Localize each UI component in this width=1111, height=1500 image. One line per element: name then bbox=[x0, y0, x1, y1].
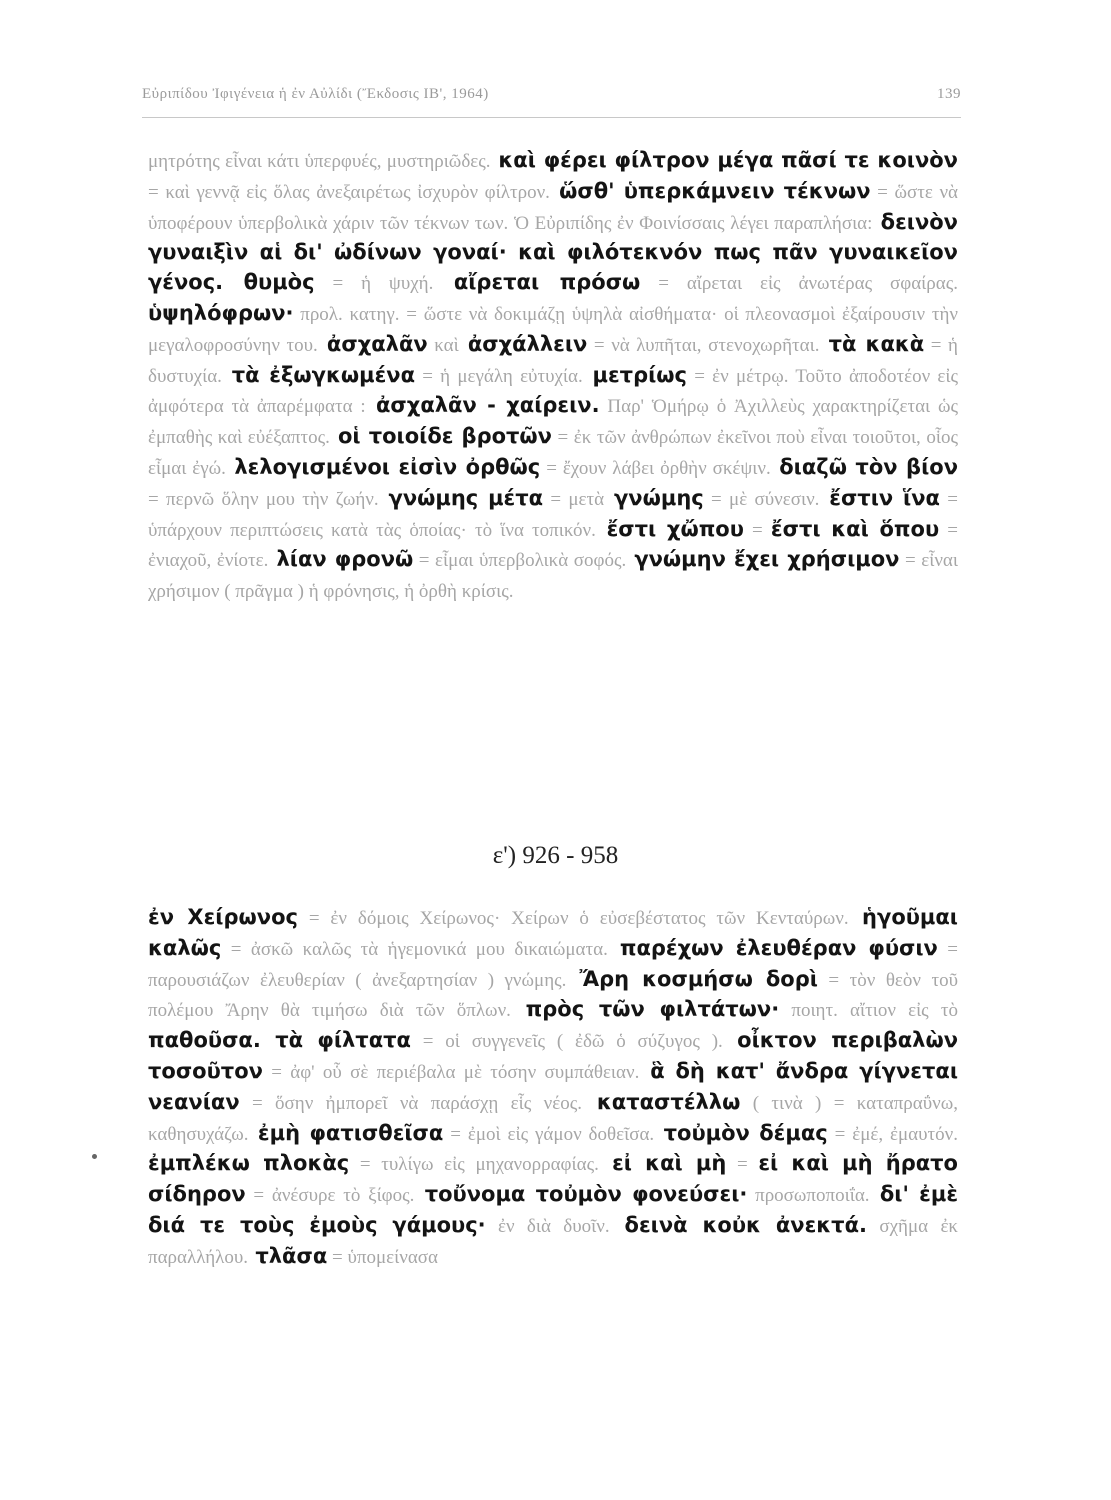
lemma-text: τὰ κακὰ bbox=[819, 331, 925, 356]
gloss-text: = ἡ δυστυχία. bbox=[148, 334, 958, 387]
lemma-text: ἀσχάλλειν bbox=[458, 331, 588, 356]
gloss-text: = ἐν δόμοις Χείρωνος· Χείρων ὁ εὐσεβέστατος τῶν Κενταύρων. bbox=[297, 908, 849, 929]
lemma-text: καταστέλλω bbox=[581, 1089, 741, 1114]
gloss-text: = ἀνέσυρε τὸ ξίφος. bbox=[245, 1185, 415, 1207]
lemma-text: ὥσθ' ὑπερκάμνειν τέκνων bbox=[549, 178, 871, 203]
lemma-text: δεινὰ κοὐκ ἀνεκτά. bbox=[609, 1212, 867, 1237]
lemma-text: ὑψηλόφρων· bbox=[148, 300, 294, 325]
lemma-text: γνώμης μέτα bbox=[378, 485, 544, 510]
lemma-text: γνώμης bbox=[604, 485, 704, 510]
gloss-text: μητρότης εἶναι κάτι ὑπερφυές, μυστηριῶδες. bbox=[148, 151, 491, 172]
gloss-text: = ὥστε νὰ ὑποφέρουν ὑπερβολικὰ χάριν τῶν τέκνων των. Ὁ Εὐριπίδης ἐν Φοινίσσαις λέγει παραπλήσια: bbox=[148, 181, 959, 234]
lemma-text: παρέχων ἐλευθέραν φύσιν bbox=[607, 935, 938, 960]
gloss-text: = ὅσην ἠμπορεῖ νὰ παράσχῃ εἷς νέος. bbox=[239, 1092, 582, 1114]
lemma-text: ἡγοῦμαι καλῶς bbox=[148, 905, 958, 960]
lemma-text: διαζῶ τὸν βίον bbox=[770, 454, 958, 479]
gloss-text: = ἐκ τῶν ἀνθρώπων ἐκεῖνοι ποὺ εἶναι τοιοῦτοι, οἷος εἶμαι ἐγώ. bbox=[148, 427, 958, 479]
lemma-text: εἰ καὶ μὴ bbox=[598, 1151, 727, 1176]
commentary-paragraph-2 bbox=[148, 903, 958, 1273]
gloss-text: = ἡ μεγάλη εὐτυχία. bbox=[415, 365, 583, 387]
lemma-text: ἃ δὴ κατ' ἄνδρα γίγνεται νεανίαν bbox=[148, 1058, 959, 1114]
gloss-text: ( τινὰ ) = καταπραΰνω, καθησυχάζω. bbox=[148, 1092, 958, 1145]
gloss-text: = ἐν μέτρῳ. Τοῦτο ἀποδοτέον εἰς ἀμφότερα τὰ ἀπαρέμφατα : bbox=[148, 365, 958, 418]
gloss-text: = μὲ σύνεσιν. bbox=[703, 488, 820, 510]
gloss-text: προλ. κατηγ. = ὥστε νὰ δοκιμάζῃ ὑψηλὰ αἰσθήματα· οἱ πλεονασμοὶ ἐξαίρουσιν τὴν μεγαλοφροσύνην του. bbox=[148, 303, 958, 356]
header-rule bbox=[142, 117, 961, 118]
lemma-text: ἔστι καὶ ὅπου bbox=[770, 516, 940, 541]
gloss-text: ἐν διὰ δυοῖν. bbox=[485, 1215, 610, 1237]
lemma-text: ἐμπλέκω πλοκὰς bbox=[148, 1151, 350, 1176]
lemma-text: τοὐμὸν δέμας bbox=[654, 1120, 828, 1145]
lemma-text: ἀσχαλᾶν - χαίρειν. bbox=[365, 393, 600, 418]
gloss-text: = αἴρεται εἰς ἀνωτέρας σφαίρας. bbox=[640, 273, 958, 295]
gloss-text: = εἶμαι ὑπερβολικὰ σοφός. bbox=[413, 550, 627, 572]
gloss-text: = ἔχουν λάβει ὀρθὴν σκέψιν. bbox=[540, 457, 771, 479]
gloss-text: = καὶ γεννᾷ εἰς ὅλας ἀνεξαιρέτως ἰσχυρὸν φίλτρον. bbox=[148, 181, 550, 203]
gloss-text: = εἶναι χρήσιμον ( πρᾶγμα ) ἡ φρόνησις, ἡ ὀρθὴ κρίσις. bbox=[148, 550, 958, 603]
lemma-text: γνώμην ἔχει χρήσιμον bbox=[626, 547, 900, 572]
lemma-text: λελογισμένοι εἰσὶν ὀρθῶς bbox=[225, 454, 541, 479]
gloss-text: = ἐμέ, ἐμαυτόν. bbox=[827, 1123, 959, 1145]
gloss-text: = bbox=[743, 519, 771, 541]
gloss-text: σχῆμα ἐκ παραλλήλου. bbox=[148, 1215, 959, 1268]
gloss-text: = ἐμοὶ εἰς γάμον δοθεῖσα. bbox=[443, 1123, 655, 1145]
running-head bbox=[142, 86, 961, 103]
lemma-text: Ἄρη κοσμήσω δορὶ bbox=[566, 966, 818, 991]
gloss-text: = ἡ ψυχή. bbox=[314, 273, 434, 295]
gloss-text: = περνῶ ὅλην μου τὴν ζωήν. bbox=[148, 488, 379, 510]
lemma-text: αἴρεται πρόσω bbox=[433, 270, 641, 295]
lemma-text: πρὸς τῶν φιλτάτων· bbox=[510, 997, 780, 1022]
gloss-text: = ὑπομείνασα bbox=[327, 1246, 438, 1268]
lemma-text: ἐμὴ φατισθεῖσα bbox=[248, 1120, 444, 1145]
lemma-text: ἔστι χὤπου bbox=[595, 516, 744, 541]
gloss-text: Παρ' Ὁμήρῳ ὁ Ἀχιλλεὺς χαρακτηρίζεται ὡς ἐμπαθὴς καὶ εὐέξαπτος. bbox=[148, 396, 958, 449]
lemma-text: τλᾶσα bbox=[248, 1243, 328, 1268]
gloss-text: προσωποποιΐα. bbox=[747, 1185, 870, 1207]
gloss-text: = ὑπάρχουν περιπτώσεις κατὰ τὰς ὁποίας· τὸ ἵνα τοπικόν. bbox=[148, 488, 958, 541]
lemma-text: οἱ τοιοίδε βροτῶν bbox=[329, 424, 552, 449]
gloss-text: ποιητ. αἴτιον εἰς τὸ bbox=[779, 1000, 958, 1022]
lemma-text: τοὔνομα τοὐμὸν φονεύσει· bbox=[414, 1182, 748, 1207]
lemma-text: καὶ φέρει φίλτρον μέγα πᾶσί τε κοινὸν bbox=[490, 148, 958, 172]
gloss-text: = τὸν θεὸν τοῦ πολέμου Ἄρην θὰ τιμήσω διὰ τῶν ὅπλων. bbox=[148, 969, 959, 1022]
margin-dot bbox=[92, 1154, 97, 1159]
lemma-text: ἐν Χείρωνος bbox=[148, 905, 298, 929]
gloss-text: = παρουσιάζων ἐλευθερίαν ( ἀνεξαρτησίαν ) γνώμης. bbox=[148, 938, 958, 991]
commentary-paragraph-1 bbox=[148, 146, 958, 607]
lemma-text: εἰ καὶ μὴ ἤρατο σίδηρον bbox=[148, 1151, 958, 1207]
gloss-text: = ἀσκῶ καλῶς τὰ ἡγεμονικά μου δικαιώματα. bbox=[221, 938, 608, 960]
page-number: 139 bbox=[937, 86, 961, 102]
gloss-text: = μετὰ bbox=[543, 488, 605, 510]
lemma-text: δεινὸν γυναιξὶν αἱ δι' ὠδίνων γοναί· καὶ φιλότεκνόν πως πᾶν γυναικεῖον γένος. θυμὸς bbox=[148, 209, 958, 295]
gloss-text: καὶ bbox=[427, 334, 459, 356]
lemma-text: παθοῦσα. τὰ φίλτατα bbox=[148, 1028, 411, 1053]
gloss-text: = ἐνιαχοῦ, ἐνίοτε. bbox=[148, 519, 958, 572]
gloss-text: = οἱ συγγενεῖς ( ἐδῶ ὁ σύζυγος ). bbox=[410, 1031, 723, 1053]
lemma-text: μετρίως bbox=[582, 362, 687, 387]
gloss-text: = τυλίγω εἰς μηχανορραφίας. bbox=[349, 1154, 599, 1176]
lemma-text: ἀσχαλᾶν bbox=[317, 331, 428, 356]
gloss-text: = bbox=[726, 1154, 759, 1176]
running-title: Εὐριπίδου Ἰφιγένεια ἡ ἐν Αὐλίδι (Ἔκδοσις ΙΒ', 1964) bbox=[142, 86, 489, 102]
lemma-text: οἶκτον περιβαλὼν τοσοῦτον bbox=[148, 1028, 959, 1083]
lemma-text: τὰ ἐξωγκωμένα bbox=[221, 362, 416, 387]
lemma-text: ἔστιν ἵνα bbox=[819, 485, 940, 510]
section-heading: ε') 926 - 958 bbox=[492, 842, 619, 869]
lemma-text: λίαν φρονῶ bbox=[268, 547, 414, 572]
lemma-text: δι' ἐμὲ διά τε τοὺς ἐμοὺς γάμους· bbox=[148, 1182, 959, 1237]
gloss-text: = νὰ λυπῆται, στενοχωρῆται. bbox=[587, 334, 820, 356]
gloss-text: = ἀφ' οὗ σὲ περιέβαλα μὲ τόσην συμπάθειαν. bbox=[262, 1061, 640, 1083]
